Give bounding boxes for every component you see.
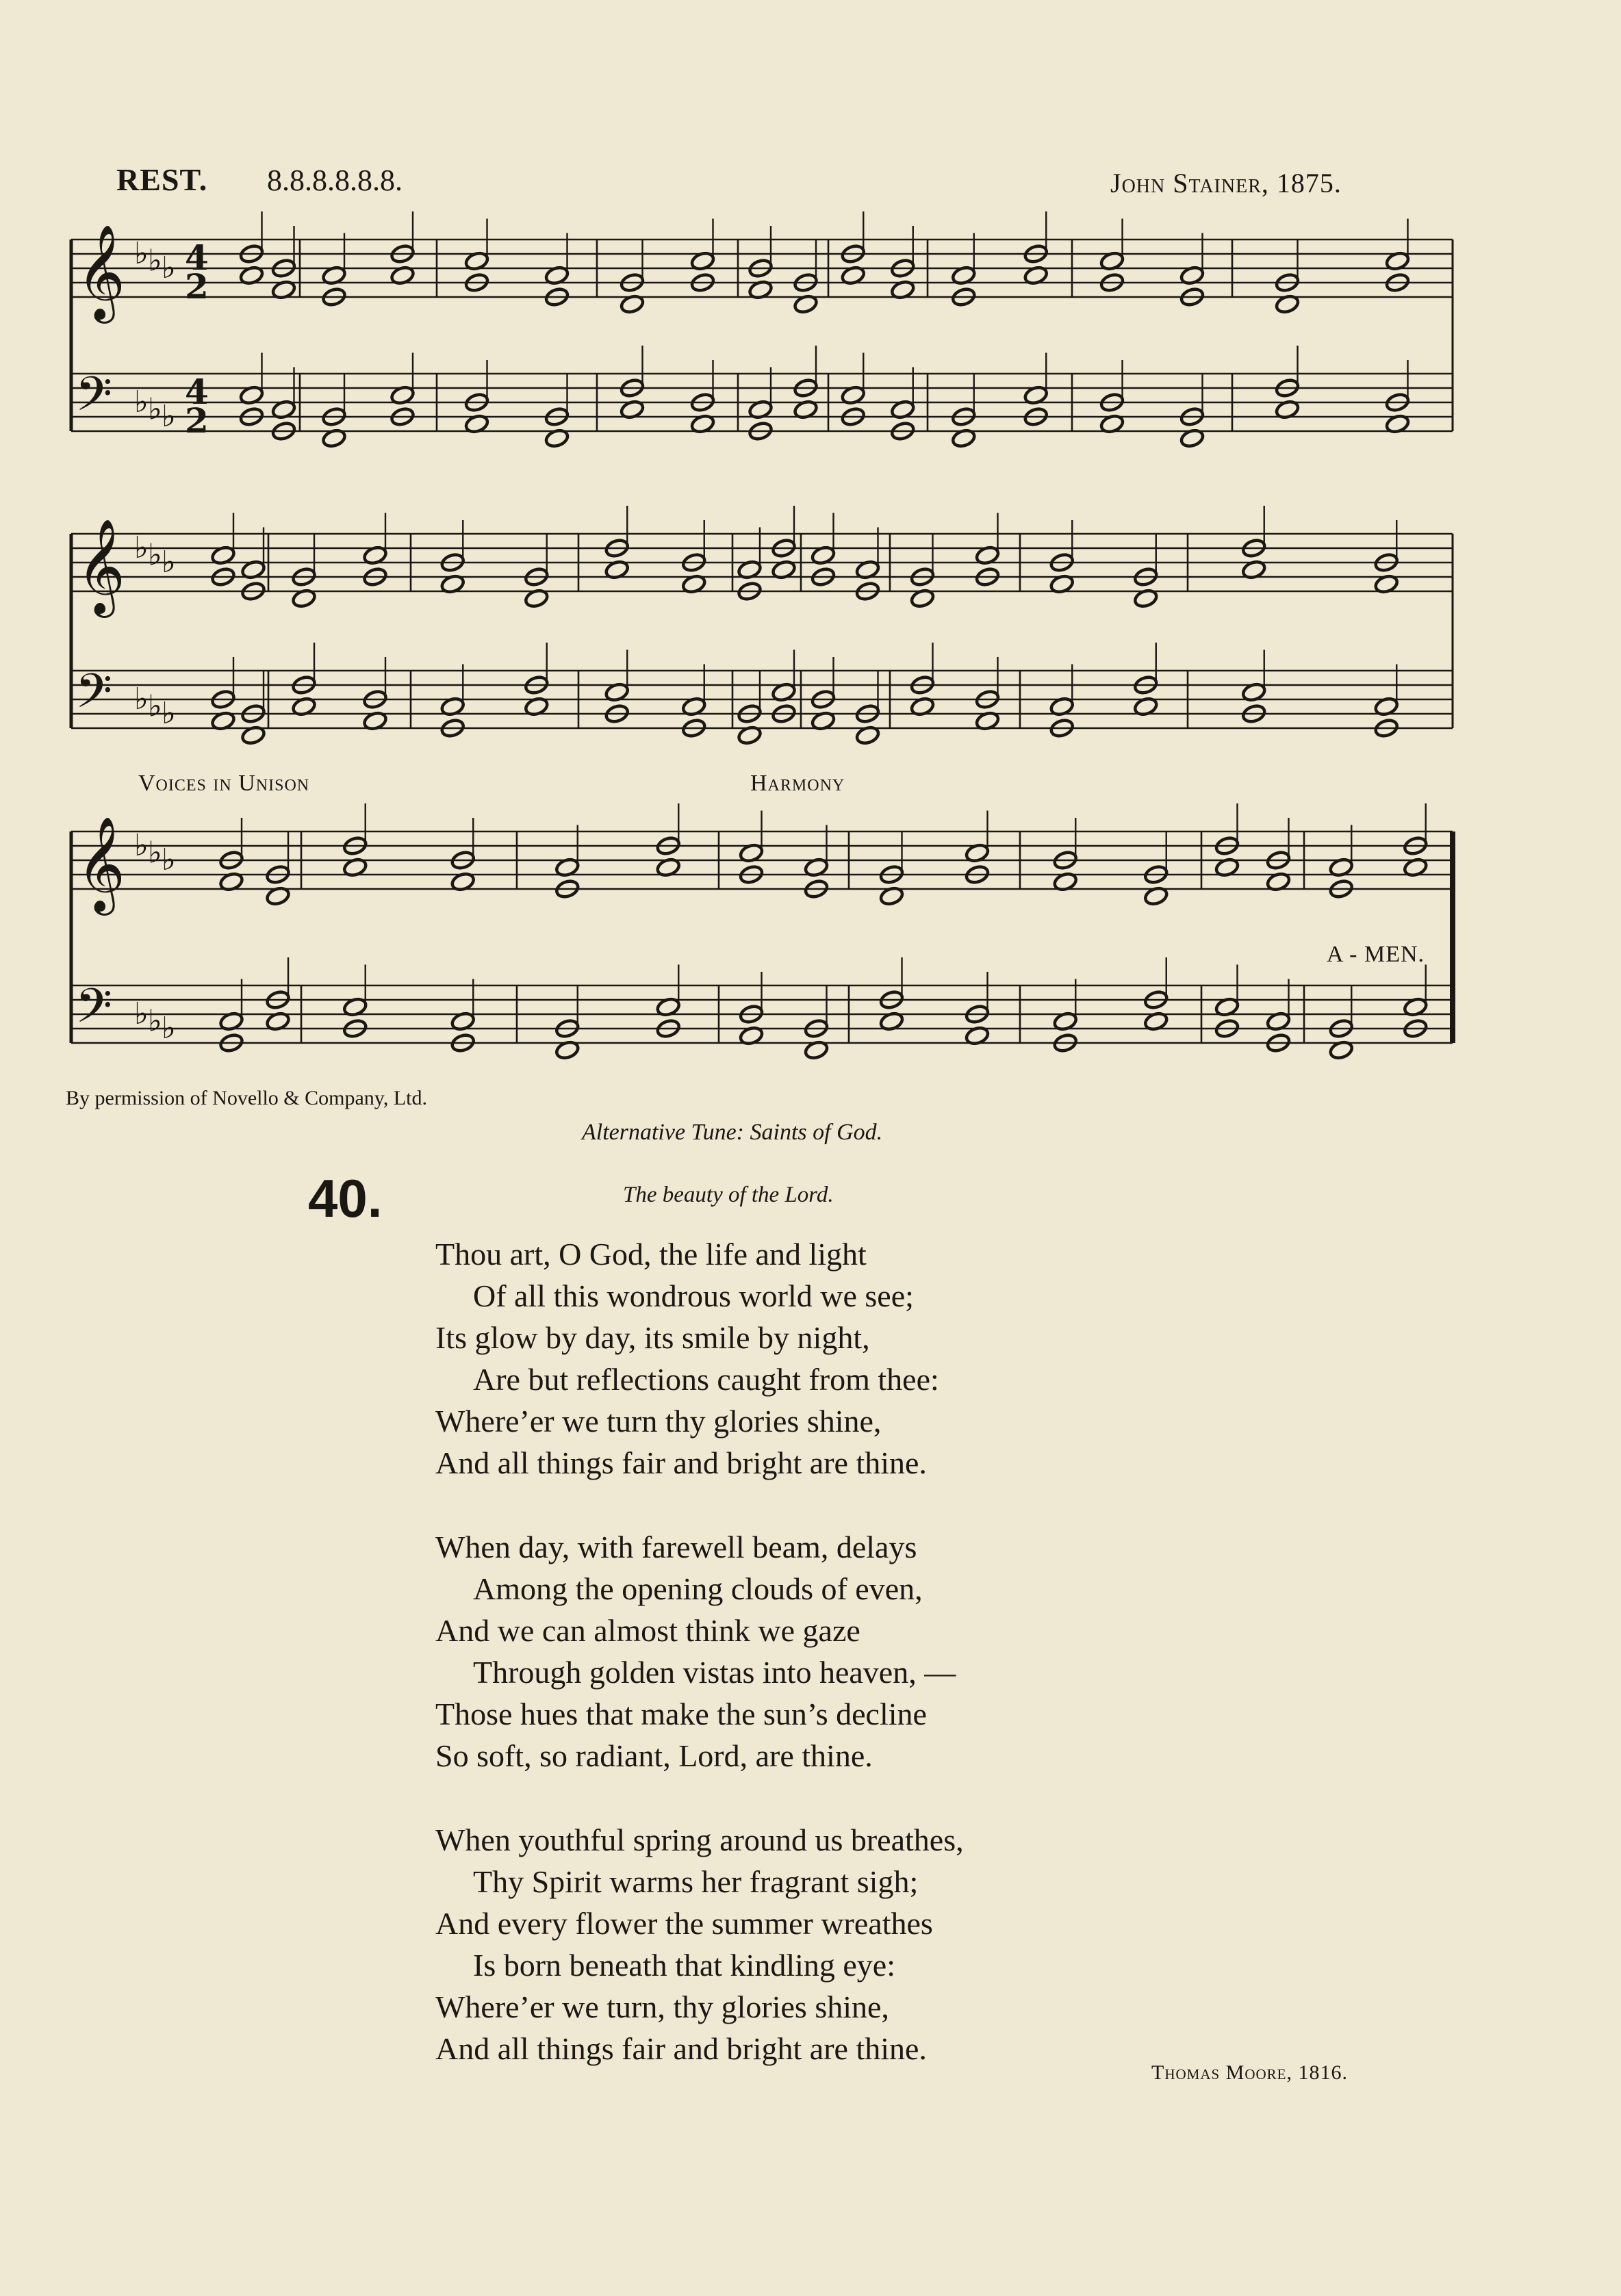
flat-icon: ♭ [134,996,149,1031]
flat-icon: ♭ [134,236,149,271]
stanza [435,1819,964,2069]
hymn-subtitle: The beauty of the Lord. [623,1183,834,1207]
bass-clef-icon: 𝄢 [75,663,113,730]
verse-line: Where’er we turn thy glories shine, [435,1404,882,1439]
verse-line: Its glow by day, its smile by night, [435,1320,870,1355]
verse-line: So soft, so radiant, Lord, are thine. [435,1738,873,1773]
flat-icon: ♭ [134,385,149,420]
treble-clef-icon: 𝄞 [77,224,125,320]
flat-icon: ♭ [134,682,149,717]
flat-icon: ♭ [148,835,162,870]
music-score [0,0,1621,1095]
verse-line: Those hues that make the sun’s decline [435,1697,927,1731]
verse-line: Among the opening clouds of even, [473,1571,923,1606]
meter: 8.8.8.8.8.8. [267,164,403,197]
time-signature-bottom: 2 [185,266,209,307]
flat-icon: ♭ [162,399,176,434]
verse-line: Thy Spirit warms her fragrant sigh; [473,1864,919,1899]
verse-line: Of all this wondrous world we see; [473,1278,914,1313]
time-signature-bottom: 2 [185,400,209,441]
voices-in-unison-label: Voices in Unison [138,771,310,796]
alternative-tune: Alternative Tune: Saints of God. [582,1120,883,1145]
hymn-author: Thomas Moore, 1816. [1151,2061,1349,2084]
composer: John Stainer, 1875. [1110,168,1342,198]
permission-note: By permission of Novello & Company, Ltd. [66,1087,428,1109]
flat-icon: ♭ [162,545,176,580]
harmony-label: Harmony [750,771,845,796]
bass-clef-icon: 𝄢 [75,366,113,433]
time-signature-top: 4 [185,372,209,412]
verse-line: When day, with farewell beam, delays [435,1530,917,1564]
treble-clef-icon: 𝄞 [77,816,125,912]
verse-line: When youthful spring around us breathes, [435,1822,964,1857]
flat-icon: ♭ [162,842,176,877]
flat-icon: ♭ [148,1003,162,1039]
treble-clef-icon: 𝄞 [77,519,125,614]
verse-line: Is born beneath that kindling eye: [473,1948,896,1983]
verse-line: Through golden vistas into heaven, — [473,1655,956,1690]
verse-line: Thou art, O God, the life and light [435,1237,867,1272]
verse-line: And all things fair and bright are thine. [435,2031,927,2066]
amen-label: A - MEN. [1327,942,1425,967]
verse-line: And we can almost think we gaze [435,1613,860,1648]
hymn-verses [435,1233,964,2112]
flat-icon: ♭ [134,530,149,565]
flat-icon: ♭ [148,537,162,573]
flat-icon: ♭ [134,828,149,863]
hymn-number: 40. [308,1168,383,1228]
stanza [435,1233,964,1484]
flat-icon: ♭ [148,243,162,279]
flat-icon: ♭ [162,250,176,285]
verse-line: And all things fair and bright are thine. [435,1445,927,1480]
verse-line: Are but reflections caught from thee: [473,1362,939,1397]
time-signature-top: 4 [185,237,209,278]
flat-icon: ♭ [162,1011,176,1046]
bass-clef-icon: 𝄢 [75,978,113,1045]
verse-line: Where’er we turn, thy glories shine, [435,1989,889,2024]
stanza [435,1526,964,1777]
flat-icon: ♭ [148,391,162,427]
flat-icon: ♭ [148,688,162,724]
verse-line: And every flower the summer wreathes [435,1906,933,1941]
tune-name: REST. [116,162,208,197]
flat-icon: ♭ [162,696,176,731]
